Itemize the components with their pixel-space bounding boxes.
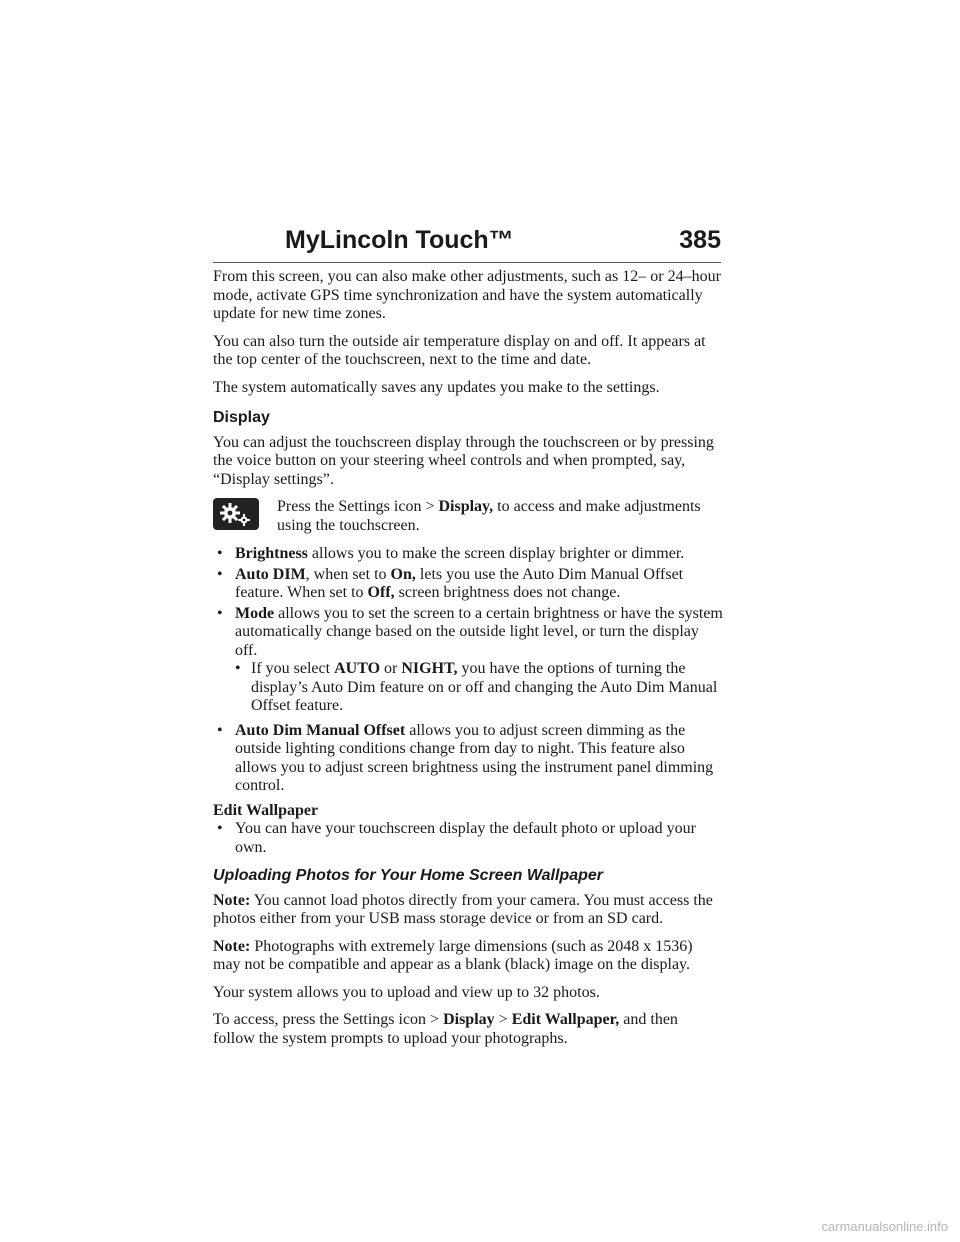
list-item-auto-dim: [213, 566, 723, 603]
settings-instruction: [213, 498, 723, 535]
intro-paragraph-1: From this screen, you can also make other adjustments, such as 12– or 24–hour mode, activate GPS time synchronization and have the system automatically update for new time zones.: [213, 268, 721, 322]
settings-icon: [213, 498, 259, 530]
edit-wallpaper-label: Edit Wallpaper: [213, 801, 319, 819]
mode-sub-list: [235, 660, 723, 716]
term-on: On,: [390, 565, 416, 583]
instruction-text-after: to access and make adjustments using the touchscreen.: [277, 498, 701, 534]
term-manual-offset: Auto Dim Manual Offset: [235, 721, 406, 739]
upload-limit-paragraph: Your system allows you to upload and view up to 32 photos.: [213, 983, 600, 1001]
term-auto-dim: Auto DIM: [235, 565, 306, 583]
intro-paragraph-2: You can also turn the outside air temperature display on and off. It appears at the top center of the touchscreen, next to the time and date.: [213, 332, 706, 368]
access-separator: >: [494, 1011, 512, 1028]
auto-dim-text-3: screen brightness does not change.: [394, 584, 621, 601]
brightness-description: allows you to make the screen display brighter or dimmer.: [307, 545, 685, 562]
note-2-label: Note:: [213, 937, 251, 955]
instruction-text-before: Press the Settings icon >: [277, 498, 439, 515]
watermark: carmanualsonline.info: [821, 1219, 948, 1234]
sub-text-3: you have the options of turning the display’s Auto Dim feature on or off and changing the Auto Dim Manual Offset feature.: [251, 660, 718, 714]
auto-dim-text-2: lets you use the Auto Dim Manual Offset feature. When set to: [235, 565, 684, 601]
manual-offset-description: allows you to adjust screen dimming as the outside lighting conditions change from day to night. This feature also allows you to adjust screen brightness using the instrument panel dimming control.: [235, 721, 714, 794]
sub-text-2: or: [380, 660, 402, 677]
term-display: Display: [443, 1011, 495, 1028]
note-2-text: Photographs with extremely large dimensions (such as 2048 x 1536) may not be compatible and appear as a blank (black) image on the display.: [213, 937, 693, 973]
section-title: MyLincoln Touch™: [285, 226, 514, 254]
note-1: [213, 892, 723, 929]
term-brightness: Brightness: [235, 545, 308, 562]
sub-text-1: If you select: [251, 660, 335, 677]
note-1-text: You cannot load photos directly from your camera. You must access the photos either from your USB mass storage device or from an SD card.: [213, 891, 713, 927]
page-header: [213, 200, 721, 258]
access-text-after: and then follow the system prompts to upload your photographs.: [213, 1011, 678, 1047]
list-item-mode: [213, 605, 723, 716]
display-options-list: [213, 545, 723, 796]
mode-description: allows you to set the screen to a certain brightness or have the system automatically change based on the outside light level, or turn the display off.: [235, 604, 723, 659]
instruction-display-term: Display,: [438, 498, 494, 515]
note-2: [213, 938, 723, 975]
term-auto: AUTO: [334, 660, 381, 677]
display-heading: Display: [213, 409, 270, 426]
display-paragraph: You can adjust the touchscreen display through the touchscreen or by pressing the voice button on your steering wheel controls and when prompted, say, “Display settings”.: [213, 433, 714, 488]
list-item-wallpaper: • You can have your touchscreen display the default photo or upload your own.: [213, 820, 723, 857]
intro-paragraph-3: The system automatically saves any updates you make to the settings.: [213, 378, 660, 396]
settings-instruction-text: [277, 498, 723, 535]
wallpaper-list: [213, 820, 723, 857]
term-edit-wallpaper: Edit Wallpaper,: [511, 1011, 620, 1028]
header-divider: [213, 262, 721, 263]
list-item-manual-offset: [213, 722, 723, 796]
page-content: [213, 268, 723, 1057]
gears-icon: [218, 501, 254, 527]
page-number: 385: [679, 226, 721, 254]
access-paragraph: [213, 1011, 723, 1048]
note-1-label: Note:: [213, 891, 251, 909]
list-item-auto-night: [235, 660, 723, 716]
list-item-brightness: [213, 545, 723, 564]
term-mode: Mode: [235, 604, 275, 622]
access-text-before: To access, press the Settings icon >: [213, 1011, 444, 1028]
term-off: Off,: [367, 584, 395, 601]
term-night: NIGHT,: [401, 660, 458, 677]
auto-dim-text-1: , when set to: [305, 565, 391, 583]
upload-heading: Uploading Photos for Your Home Screen Wallpaper: [213, 867, 603, 884]
